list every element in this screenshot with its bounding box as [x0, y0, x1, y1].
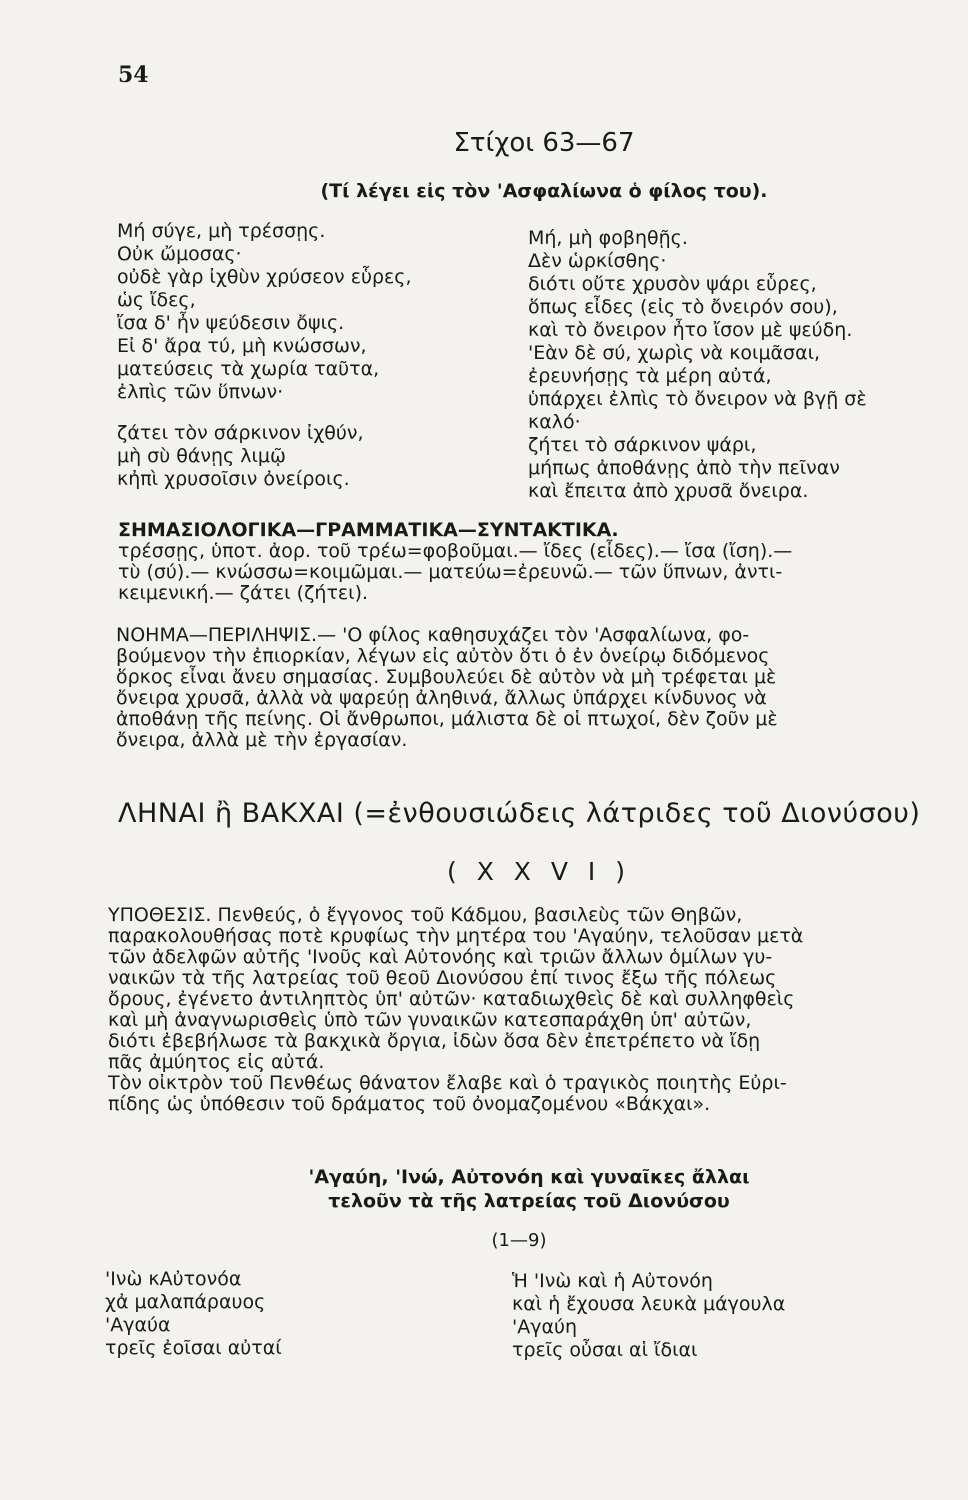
poem-line: μὴ σὺ θάνῃς λιμῷ	[117, 445, 286, 467]
translation-line: ἐρευνήσῃς τὰ μέρη αὐτά,	[528, 365, 772, 387]
verse-line: 'Αγαύα	[105, 1314, 171, 1336]
verse-translation-line: καὶ ἡ ἔχουσα λευκὰ μάγουλα	[512, 1293, 786, 1315]
hypothesis-line: πίδης ὡς ὑπόθεσιν τοῦ δράματος τοῦ ὀνομαζομένου «Βάκχαι».	[108, 1093, 711, 1115]
verse-translation-line: Ἡ 'Ινὼ καὶ ἡ Αὐτονόη	[512, 1270, 713, 1292]
translation-line: ὅπως εἶδες (εἰς τὸ ὄνειρόν σου),	[528, 296, 838, 318]
translation-line: καὶ τὸ ὄνειρον ἦτο ἴσον μὲ ψεύδη.	[528, 319, 853, 341]
verse-line: χἀ μαλαπάραυος	[105, 1291, 266, 1313]
poem-line: κἠπὶ χρυσοῖσιν ὀνείροις.	[117, 468, 350, 490]
semantic-note-line: τρέσσῃς, ὑποτ. ἀορ. τοῦ τρέω=φοβοῦμαι.— ἴδες (εἶδες).— ἴσα (ἴση).—	[118, 540, 793, 562]
cast-line: τελοῦν τὰ τῆς λατρείας τοῦ Διονύσου	[328, 1190, 730, 1212]
poem-original-column	[117, 220, 412, 491]
poem-line: ζάτει τὸν σάρκινον ἰχθύν,	[117, 422, 364, 444]
noema-line: ὄνειρα, ἀλλὰ μὲ τὴν ἐργασίαν.	[116, 729, 408, 751]
verse-line: τρεῖς ἐοῖσαι αὐταί	[105, 1337, 282, 1359]
poem-line: ὡς ἴδες,	[117, 289, 196, 311]
translation-line: ζήτει τὸ σάρκινον ψάρι,	[528, 434, 757, 456]
noema-line: ΝΟΗΜΑ—ΠΕΡΙΛΗΨΙΣ.— 'Ο φίλος καθησυχάζει τὸν 'Ασφαλίωνα, φο-	[116, 624, 750, 646]
verse-line: 'Ινὼ κΑὐτονόα	[105, 1268, 242, 1290]
poem-number: ( X X V I )	[447, 857, 631, 886]
semantic-note-line: τὺ (σύ).— κνώσσω=κοιμῶμαι.— ματεύω=ἐρευνῶ.— τῶν ὕπνων, ἀντι-	[118, 561, 783, 583]
poem-line: οὐδὲ γὰρ ἰχθὺν χρύσεον εὗρες,	[117, 266, 412, 288]
noema-line: βούμενον τὴν ἐπιορκίαν, λέγων εἰς αὐτὸν ὅτι ὁ ἐν ὀνείρῳ διδόμενος	[116, 645, 770, 667]
verse-range: (1—9)	[491, 1230, 547, 1251]
translation-line: διότι οὔτε χρυσὸν ψάρι εὗρες,	[528, 273, 817, 295]
translation-line: καὶ ἔπειτα ἀπὸ χρυσᾶ ὄνειρα.	[528, 480, 809, 502]
hypothesis-line: ΥΠΟΘΕΣΙΣ. Πενθεύς, ὁ ἔγγονος τοῦ Κάδμου, βασιλεὺς τῶν Θηβῶν,	[108, 904, 743, 926]
hypothesis-line: πᾶς ἀμύητος εἰς αὐτά.	[108, 1051, 325, 1073]
noema-line: ὅρκος εἶναι ἄνευ σημασίας. Συμβουλεύει δὲ αὐτὸν νὰ μὴ τρέφεται μὲ	[116, 666, 777, 688]
section-subtitle: (Τί λέγει εἰς τὸν 'Ασφαλίωνα ὁ φίλος του).	[320, 180, 768, 202]
poem-translation-column	[528, 227, 867, 503]
noema-summary	[116, 625, 946, 751]
hypothesis-line: διότι ἐβεβήλωσε τὰ βακχικὰ ὄργια, ἰδὼν ὅσα δὲν ἐπετρέπετο νὰ ἴδῃ	[108, 1030, 761, 1052]
play-title: ΛΗΝΑΙ ἢ ΒΑΚΧΑΙ (=ἐνθουσιώδεις λάτριδες τοῦ Διονύσου)	[118, 798, 921, 829]
hypothesis-line: καὶ μὴ ἀναγνωρισθεὶς ὑπὸ τῶν γυναικῶν κατεσπαράχθη ὑπ' αὐτῶν,	[108, 1009, 752, 1031]
hypothesis-line: Τὸν οἰκτρὸν τοῦ Πενθέως θάνατον ἔλαβε καὶ ὁ τραγικὸς ποιητὴς Εὐρι-	[108, 1072, 787, 1094]
translation-line: 'Εὰν δὲ σύ, χωρὶς νὰ κοιμᾶσαι,	[528, 342, 821, 364]
verse-translation-line: τρεῖς οὖσαι αἱ ἴδιαι	[512, 1339, 698, 1361]
translation-line: μήπως ἀποθάνῃς ἀπὸ τὴν πεῖναν	[528, 457, 840, 479]
hypothesis-line: ναικῶν τὰ τῆς λατρείας τοῦ θεοῦ Διονύσου ἐπί τινος ἔξω τῆς πόλεως	[108, 967, 777, 989]
poem-line: ματεύσεις τὰ χωρία ταῦτα,	[117, 358, 380, 380]
semantic-notes-heading: ΣΗΜΑΣΙΟΛΟΓΙΚΑ—ΓΡΑΜΜΑΤΙΚΑ—ΣΥΝΤΑΚΤΙΚΑ.	[118, 519, 619, 541]
hypothesis-line: παρακολουθήσας ποτὲ κρυφίως τὴν μητέρα του 'Αγαύην, τελοῦσαν μετὰ	[108, 925, 804, 947]
translation-line: καλό·	[528, 411, 581, 433]
poem-line: ἐλπὶς τῶν ὕπνων·	[117, 381, 284, 403]
verse-translation-line: 'Αγαύη	[512, 1316, 578, 1338]
hypothesis-line: τῶν ἀδελφῶν αὐτῆς 'Ινοῦς καὶ Αὐτονόης καὶ τριῶν ἄλλων ὁμίλων γυ-	[108, 946, 773, 968]
hypothesis-line: ὄρους, ἐγένετο ἀντιληπτὸς ὑπ' αὐτῶν· καταδιωχθεὶς δὲ καὶ συλληφθεὶς	[108, 988, 795, 1010]
poem-line: ἴσα δ' ἦν ψεύδεσιν ὄψις.	[117, 312, 345, 334]
noema-line: ὄνειρα χρυσᾶ, ἀλλὰ νὰ ψαρεύῃ ἀληθινά, ἄλλως ὑπάρχει κίνδυνος νὰ	[116, 687, 767, 709]
poem-line: Εἰ δ' ἄρα τύ, μὴ κνώσσων,	[117, 335, 367, 357]
poem-line: Οὐκ ὤμοσας·	[117, 243, 242, 265]
semantic-note-line: κειμενική.— ζάτει (ζήτει).	[118, 582, 369, 604]
translation-line: Δὲν ὡρκίσθης·	[528, 250, 667, 272]
verses-original-column	[105, 1268, 282, 1360]
hypothesis	[108, 905, 948, 1115]
page-number: 54	[118, 62, 149, 88]
verses-translation-column	[512, 1270, 785, 1362]
translation-line: ὑπάρχει ἐλπὶς τὸ ὄνειρον νὰ βγῇ σὲ	[528, 388, 867, 410]
section-title: Στίχοι 63—67	[453, 128, 635, 158]
cast-line: 'Αγαύη, 'Ινώ, Αὐτονόη καὶ γυναῖκες ἄλλαι	[308, 1166, 750, 1188]
poem-line: Μή σύγε, μὴ τρέσσῃς.	[117, 220, 326, 242]
translation-line: Μή, μὴ φοβηθῇς.	[528, 227, 688, 249]
stanza-gap	[117, 404, 412, 422]
semantic-notes	[118, 520, 948, 604]
cast-heading	[0, 1165, 968, 1213]
noema-line: ἀποθάνῃ τῆς πείνης. Οἱ ἄνθρωποι, μάλιστα δὲ οἱ πτωχοί, δὲν ζοῦν μὲ	[116, 708, 778, 730]
